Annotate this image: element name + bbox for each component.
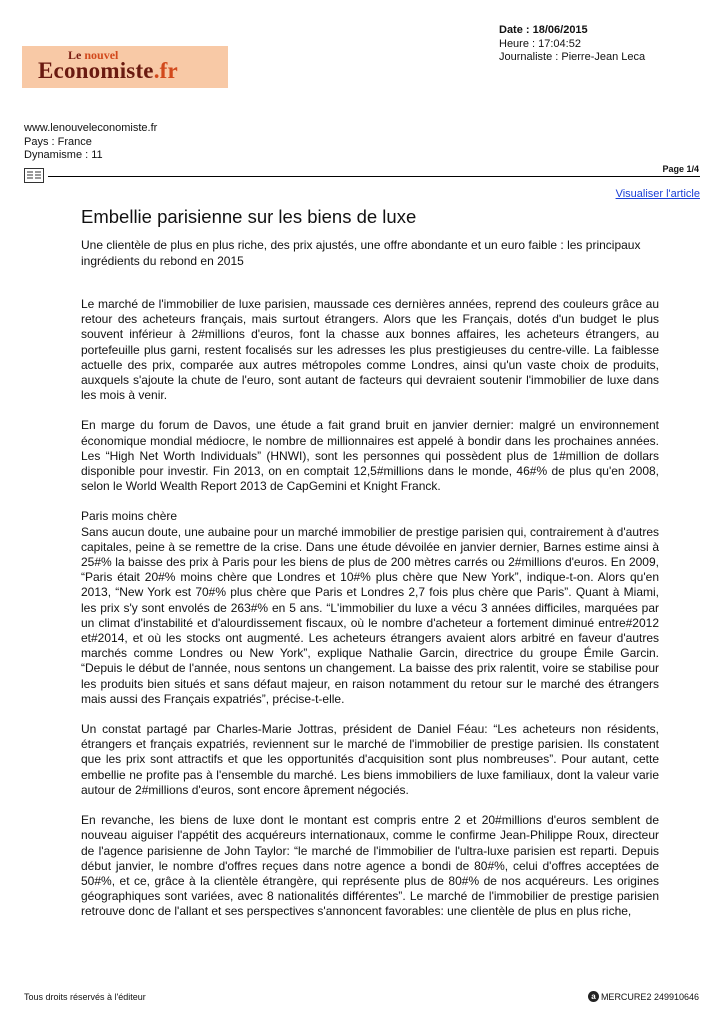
view-article-link[interactable]: Visualiser l'article xyxy=(615,188,700,200)
source-site: www.lenouveleconomiste.fr xyxy=(24,122,158,134)
document-code xyxy=(588,991,699,1002)
article-lead: Une clientèle de plus en plus riche, des prix ajustés, une offre abondante et un euro faible : les principaux ingrédients du rebond en 2015 xyxy=(81,238,641,268)
publication-logo xyxy=(22,46,228,88)
header-divider xyxy=(48,176,700,177)
source-meta xyxy=(24,122,157,163)
time: Heure : 17:04:52 xyxy=(499,37,581,50)
article-body xyxy=(81,297,659,935)
paragraph: Le marché de l'immobilier de luxe parisien, maussade ces dernières années, reprend des couleurs grâce au retour des acheteurs français, mais surtout étrangers. Alors que les Français, dotés d'un budget le plus souvent inférieur à 2#millions d'euros, font la chasse aux bonnes affaires, les acheteurs étrangers, au portefeuille plus garni, restent focalisés sur les adresses les plus prestigieuses du centre-ville. La faiblesse actuelle des prix, comparée aux autres métropoles comme Londres, ainsi qu'un vaste choix de produits, auxquels s'ajoute la chute de l'euro, sont autant de facteurs qui devraient soutenir l'immobilier de luxe dans les mois à venir. xyxy=(81,297,659,403)
date: Date : 18/06/2015 xyxy=(499,24,588,36)
paragraph: Sans aucun doute, une aubaine pour un marché immobilier de prestige parisien qui, contrairement à d'autres capitales, peine à se remettre de la crise. Dans une étude dévoilée en janvier dernier, Barnes estime ainsi à 25#% la baisse des prix à Paris pour les biens de plus de 200 mètres carrés ou 2#millions d'euros. En 2009, “Paris était 20#% moins chère que Londres et 10#% plus chère que New York”, indique-t-on. Alors qu'en 2013, “New York est 70#% plus chère que Paris et Londres 2,7 fois plus chère que Paris”. Quant à Miami, les prix s'y sont envolés de 263#% en 5 ans. “L'immobilier du luxe a vécu 3 années difficiles, marquées par un climat d'instabilité et d'alourdissement fiscaux, où le nombre d'acheteur a fortement diminué entre#2012 et#2014, et où les stocks ont augmenté. Les acheteurs étrangers avaient alors arbitré en faveur d'autres marchés comme Londres ou New York”, explique Nathalie Garcin, directrice du groupe Émile Garcin. “Depuis le début de l'année, nous sentons un changement. La baisse des prix ralentit, voire se stabilise pour les produits bien situés et sans défaut majeur, en raison notamment du retour sur le marché des étrangers mais aussi des Français expatriés”, précise-t-elle. xyxy=(81,524,659,706)
paragraph: Un constat partagé par Charles-Marie Jottras, président de Daniel Féau: “Les acheteurs non résidents, étrangers et français expatriés, reviennent sur le marché de l'immobilier de prestige parisien. Ils constatent que les prix sont attractifs et que les opportunités d'acquisition sont plus nombreuses”. Pour autant, cette embellie ne profite pas à l'ensemble du marché. Les biens immobiliers de luxe familiaux, dont la valeur varie autour de 2#millions d'euros, sont encore âprement négociés. xyxy=(81,722,659,797)
logo-economiste: Economiste xyxy=(38,58,154,83)
page-number: Page 1/4 xyxy=(662,164,699,174)
journalist: Journaliste : Pierre-Jean Leca xyxy=(499,51,646,63)
paragraph: En revanche, les biens de luxe dont le montant est compris entre 2 et 20#millions d'euros semblent de nouveau aiguiser l'appétit des acquéreurs internationaux, comme le confirme Jean-Philippe Roux, directeur de l'agence parisienne de John Taylor: “le marché de l'immobilier de l'ultra-luxe parisien est reparti. Depuis début janvier, le nombre d'offres reçues dans notre agence a bondi de 80#%, celui d'offres acceptées de 50#%, et ce, grâce à la clientèle étrangère, qui représente plus de 80#% de nos acquéreurs. Les origines géographiques sont variées, avec 8 nationalités différentes”. Le marché de l'immobilier de prestige parisien retrouve donc de l'allant et ses perspectives s'annoncent favorables: une clientèle de plus en plus riche, xyxy=(81,813,659,919)
dynamism: Dynamisme : 11 xyxy=(24,149,103,161)
paragraph: En marge du forum de Davos, une étude a fait grand bruit en janvier dernier: malgré un environnement économique mondial médiocre, le nombre de millionnaires est appelé à bondir dans les prochaines années. Les “High Net Worth Individuals” (HNWI), sont les personnes qui possèdent plus de 1#million de dollars disponible pour investir. Fin 2013, on en comptait 12,5#millions dans le monde, 46#% de plus qu'en 2008, selon le World Wealth Report 2013 de CapGemini et Knight Franck. xyxy=(81,418,659,494)
logo-le: Le xyxy=(68,48,82,62)
logo-nouvel: nouvel xyxy=(84,48,119,62)
article-title: Embellie parisienne sur les biens de luxe xyxy=(81,206,417,227)
document-icon xyxy=(24,168,44,183)
article-meta xyxy=(499,24,645,65)
mercure-code: MERCURE2 249910646 xyxy=(600,991,699,1002)
section-heading: Paris moins chère xyxy=(81,509,178,524)
country: Pays : France xyxy=(24,135,92,148)
rights-notice: Tous droits réservés à l'éditeur xyxy=(24,992,146,1002)
logo-fr: .fr xyxy=(153,58,178,83)
a-logo-icon: a xyxy=(588,991,599,1002)
